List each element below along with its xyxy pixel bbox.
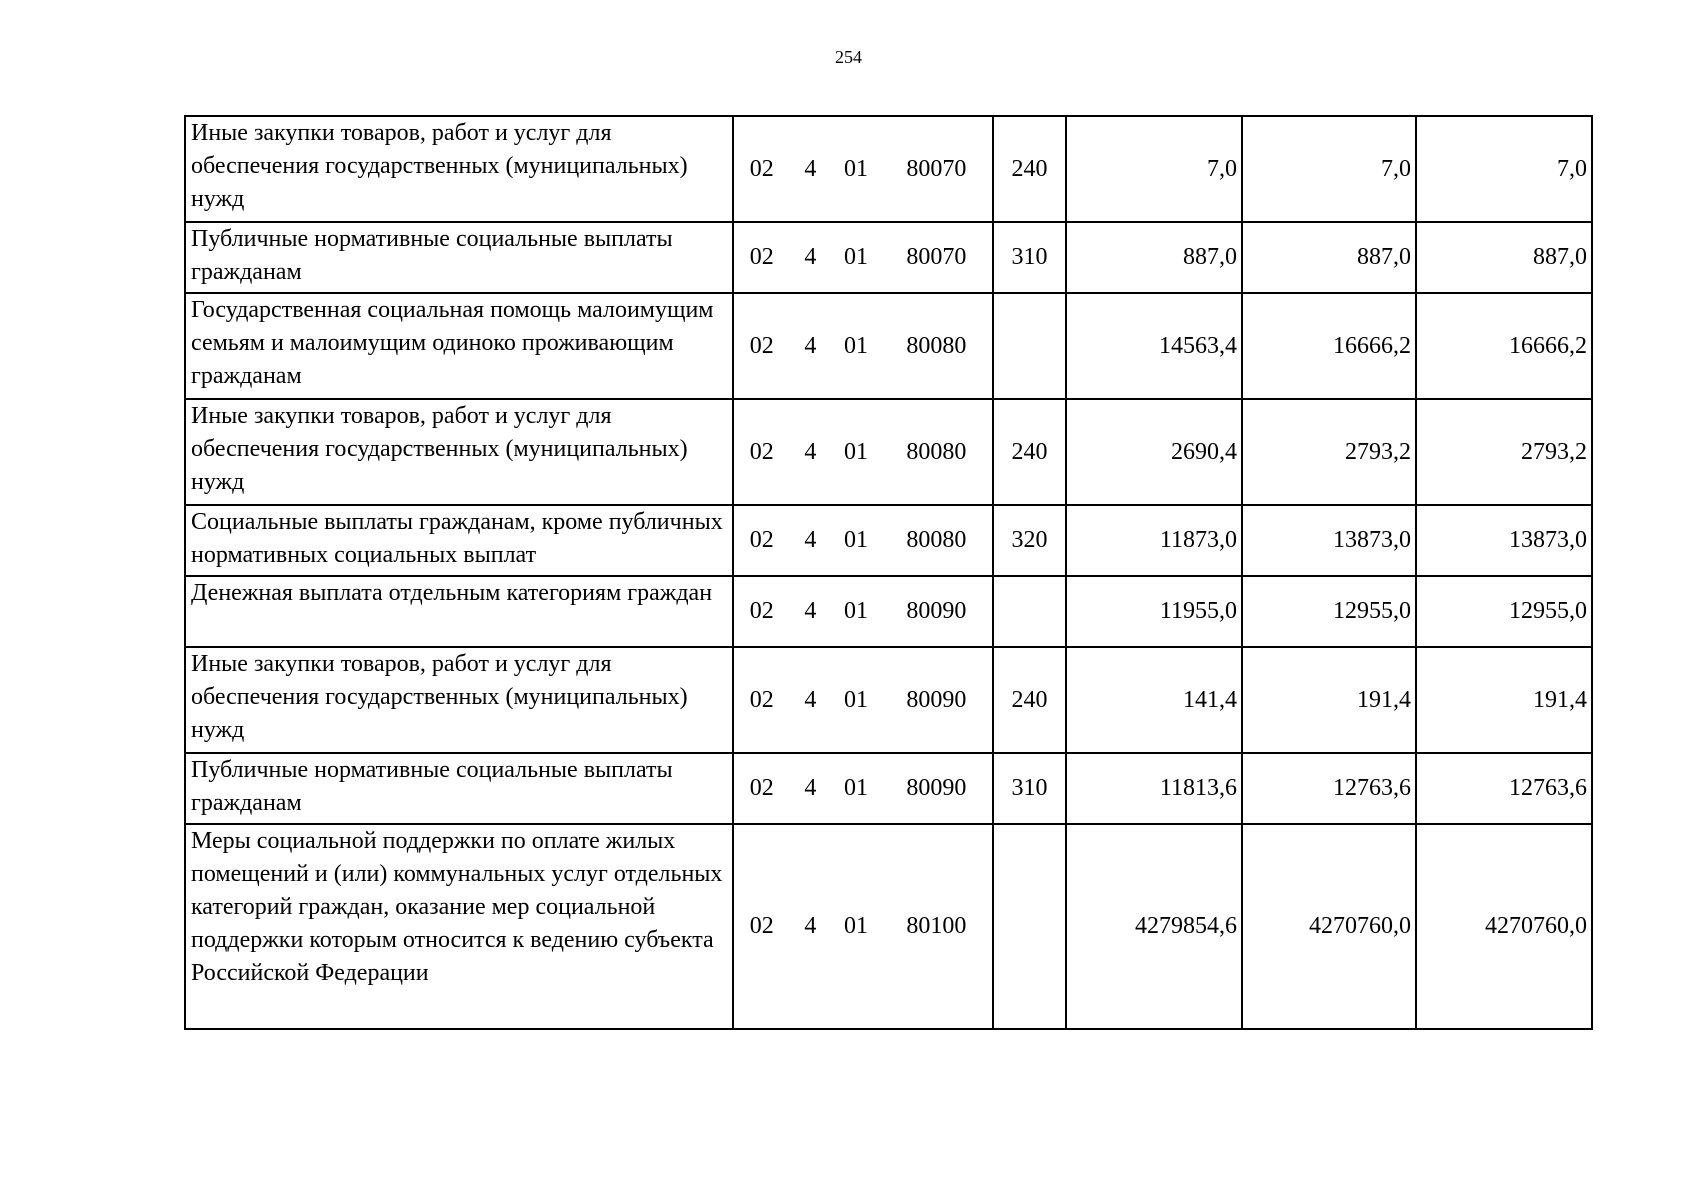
amount-year-2: 7,0 [1242, 116, 1416, 222]
target-code-cell [733, 647, 993, 753]
table-row [185, 116, 1592, 222]
row-name: Социальные выплаты гражданам, кроме публичных нормативных социальных выплат [191, 509, 723, 568]
code-direction: 80070 [906, 155, 967, 182]
amount-year-1: 11955,0 [1066, 576, 1242, 647]
code-direction: 80080 [906, 332, 967, 359]
code-program: 02 [749, 686, 774, 713]
amount-year-2: 191,4 [1242, 647, 1416, 753]
code-program: 02 [749, 332, 774, 359]
expense-type-cell: 310 [993, 753, 1066, 824]
code-main-activity: 01 [844, 438, 869, 465]
amount-year-2: 12763,6 [1242, 753, 1416, 824]
row-name-cell [185, 753, 733, 824]
row-name: Публичные нормативные социальные выплаты гражданам [191, 226, 673, 285]
expense-type-cell: 240 [993, 647, 1066, 753]
amount-year-3: 12763,6 [1416, 753, 1592, 824]
amount-year-1: 4279854,6 [1066, 824, 1242, 1029]
amount-year-1: 11873,0 [1066, 505, 1242, 576]
code-main-activity: 01 [844, 598, 869, 624]
amount-year-1: 887,0 [1066, 222, 1242, 293]
table-row [185, 753, 1592, 824]
expense-type-cell: 320 [993, 505, 1066, 576]
budget-table [184, 115, 1593, 1030]
code-program: 02 [749, 775, 774, 801]
row-name: Публичные нормативные социальные выплаты гражданам [191, 757, 673, 816]
code-main-activity: 01 [844, 527, 869, 553]
target-code-cell [733, 824, 993, 1029]
table-row [185, 647, 1592, 753]
table-row [185, 222, 1592, 293]
row-name-cell [185, 647, 733, 753]
code-direction: 80080 [906, 527, 967, 553]
code-main-activity: 01 [844, 913, 869, 939]
code-program: 02 [749, 244, 774, 270]
amount-year-1: 11813,6 [1066, 753, 1242, 824]
code-direction: 80070 [906, 244, 967, 270]
code-main-activity: 01 [844, 332, 869, 359]
amount-year-3: 12955,0 [1416, 576, 1592, 647]
code-subprogram: 4 [804, 527, 817, 553]
row-name-cell [185, 505, 733, 576]
code-subprogram: 4 [804, 438, 817, 465]
target-code-cell [733, 399, 993, 505]
amount-year-3: 16666,2 [1416, 293, 1592, 399]
row-name: Государственная социальная помощь малоимущим семьям и малоимущим одиноко проживающим гражданам [191, 297, 714, 389]
target-code-cell [733, 293, 993, 399]
row-name: Иные закупки товаров, работ и услуг для обеспечения государственных (муниципальных) нужд [191, 403, 688, 495]
expense-type-cell [993, 293, 1066, 399]
row-name-cell [185, 824, 733, 1029]
table-row [185, 505, 1592, 576]
amount-year-3: 887,0 [1416, 222, 1592, 293]
amount-year-1: 14563,4 [1066, 293, 1242, 399]
code-subprogram: 4 [804, 332, 817, 359]
code-program: 02 [749, 155, 774, 182]
code-direction: 80090 [906, 775, 967, 801]
amount-year-1: 7,0 [1066, 116, 1242, 222]
code-program: 02 [749, 913, 774, 939]
code-subprogram: 4 [804, 913, 817, 939]
target-code-cell [733, 576, 993, 647]
amount-year-2: 2793,2 [1242, 399, 1416, 505]
row-name: Денежная выплата отдельным категориям граждан [191, 580, 713, 606]
amount-year-1: 2690,4 [1066, 399, 1242, 505]
code-direction: 80100 [906, 913, 967, 939]
expense-type-cell: 240 [993, 116, 1066, 222]
code-main-activity: 01 [844, 155, 869, 182]
code-subprogram: 4 [804, 598, 817, 624]
table-row [185, 576, 1592, 647]
expense-type-cell [993, 576, 1066, 647]
amount-year-1: 141,4 [1066, 647, 1242, 753]
row-name-cell [185, 293, 733, 399]
row-name-cell [185, 222, 733, 293]
code-main-activity: 01 [844, 775, 869, 801]
amount-year-2: 12955,0 [1242, 576, 1416, 647]
amount-year-2: 13873,0 [1242, 505, 1416, 576]
code-subprogram: 4 [804, 775, 817, 801]
code-program: 02 [749, 438, 774, 465]
amount-year-2: 887,0 [1242, 222, 1416, 293]
code-main-activity: 01 [844, 686, 869, 713]
code-direction: 80080 [906, 438, 967, 465]
code-main-activity: 01 [844, 244, 869, 270]
row-name-cell [185, 116, 733, 222]
row-name-cell [185, 399, 733, 505]
row-name: Меры социальной поддержки по оплате жилых помещений и (или) коммунальных услуг отдельных категорий граждан, оказание мер социальной поддержки которым относится к ведению субъекта Российской Федерации [191, 828, 723, 986]
amount-year-3: 2793,2 [1416, 399, 1592, 505]
amount-year-3: 191,4 [1416, 647, 1592, 753]
expense-type-cell [993, 824, 1066, 1029]
target-code-cell [733, 753, 993, 824]
expense-type-cell: 310 [993, 222, 1066, 293]
target-code-cell [733, 116, 993, 222]
amount-year-3: 7,0 [1416, 116, 1592, 222]
row-name: Иные закупки товаров, работ и услуг для обеспечения государственных (муниципальных) нужд [191, 651, 688, 743]
expense-type-cell: 240 [993, 399, 1066, 505]
row-name-cell [185, 576, 733, 647]
code-program: 02 [749, 527, 774, 553]
code-subprogram: 4 [804, 686, 817, 713]
amount-year-2: 4270760,0 [1242, 824, 1416, 1029]
table-row [185, 293, 1592, 399]
table-row [185, 824, 1592, 1029]
row-name: Иные закупки товаров, работ и услуг для обеспечения государственных (муниципальных) нужд [191, 120, 688, 212]
target-code-cell [733, 222, 993, 293]
target-code-cell [733, 505, 993, 576]
code-direction: 80090 [906, 598, 967, 624]
code-program: 02 [749, 598, 774, 624]
table-row [185, 399, 1592, 505]
amount-year-3: 13873,0 [1416, 505, 1592, 576]
code-direction: 80090 [906, 686, 967, 713]
code-subprogram: 4 [804, 244, 817, 270]
page-number: 254 [835, 47, 862, 67]
code-subprogram: 4 [804, 155, 817, 182]
amount-year-3: 4270760,0 [1416, 824, 1592, 1029]
amount-year-2: 16666,2 [1242, 293, 1416, 399]
